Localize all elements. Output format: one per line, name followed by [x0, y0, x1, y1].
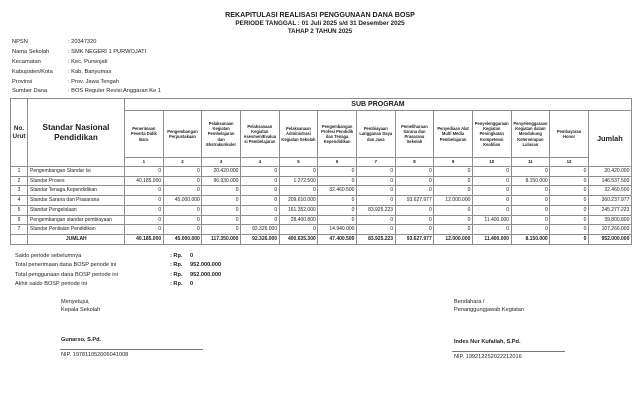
- totals-row-value: 12.000.000: [434, 234, 473, 244]
- sub-program-1-number: 1: [125, 158, 164, 167]
- totals-row-value: 40.185.000: [125, 234, 164, 244]
- row-value: 0: [279, 225, 318, 235]
- table-row: [11, 196, 632, 206]
- row-value: 0: [163, 186, 202, 196]
- row-standard: Standar Penilaian Pendidikan: [28, 225, 125, 235]
- row-value: 0: [163, 215, 202, 225]
- sub-program-8-number: 8: [395, 158, 434, 167]
- summary-end-balance: [15, 280, 221, 289]
- row-value: 0: [318, 205, 357, 215]
- sub-program-8-header: Pemeliharaan Sarana dan Prasarana Sekolah: [395, 111, 434, 158]
- row-value: 0: [395, 225, 434, 235]
- row-standard: Standar Sarana dan Prasarana: [28, 196, 125, 206]
- table-body: [11, 167, 632, 245]
- row-value: 0: [472, 167, 511, 177]
- row-value: 0: [240, 215, 279, 225]
- row-value: 0: [163, 205, 202, 215]
- sub-program-9-header: Penyediaan Alat Multi Media Pembelajaran: [434, 111, 473, 158]
- row-value: 0: [163, 176, 202, 186]
- sub-program-12-header: Pembayaran Honor: [550, 111, 589, 158]
- row-value: 0: [125, 167, 164, 177]
- info-value: : BOS Reguler Revisi Anggaran Ke 1: [68, 88, 161, 95]
- treasurer-name: Indes Nur Kufailah, S.Pd.: [454, 339, 521, 345]
- summary-value: 952.000.000: [190, 262, 222, 269]
- row-value: 209.610.000: [279, 196, 318, 206]
- row-total: 39.800.800: [588, 215, 631, 225]
- row-number: 7: [11, 225, 28, 235]
- row-value: 0: [318, 215, 357, 225]
- row-value: 0: [550, 215, 589, 225]
- sub-program-4-header: Pelaksanaan Kegiatan Asesmen/Evaluasi Pembelajaran: [240, 111, 279, 158]
- row-value: 0: [240, 186, 279, 196]
- table-row: [11, 176, 632, 186]
- row-value: 0: [356, 196, 395, 206]
- row-value: 0: [550, 205, 589, 215]
- row-number: 3: [11, 186, 28, 196]
- row-value: 0: [550, 196, 589, 206]
- row-number: 2: [11, 176, 28, 186]
- row-value: 0: [550, 225, 589, 235]
- row-value: 0: [434, 205, 473, 215]
- sub-program-header: SUB PROGRAM: [125, 99, 632, 111]
- info-value: : SMK NEGERI 1 PURWOJATI: [68, 48, 147, 55]
- row-value: 0: [202, 186, 241, 196]
- row-value: 1.272.500: [279, 176, 318, 186]
- row-value: 0: [511, 167, 550, 177]
- row-value: 14.940.000: [318, 225, 357, 235]
- info-value: : 20347320: [68, 39, 97, 45]
- row-value: 0: [240, 205, 279, 215]
- summary-label: Total penggunaan dana BOSP periode ini: [15, 271, 118, 278]
- sub-program-11-header: Penyelenggaraan Kegiatan dalam Mendukung Keterserapan Lulusan: [511, 111, 550, 158]
- row-number: 1: [11, 167, 28, 177]
- treasurer-title: Penanggungjawab Kegiatan: [454, 307, 524, 313]
- row-value: 0: [472, 196, 511, 206]
- row-value: 0: [511, 196, 550, 206]
- treasurer-label: Bendahara /: [454, 299, 485, 305]
- summary-label: Akhir saldo BOSP periode ini: [15, 280, 88, 287]
- sub-program-11-number: 11: [511, 158, 550, 167]
- row-value: 0: [550, 176, 589, 186]
- row-value: 11.400.000: [472, 215, 511, 225]
- sub-program-2-header: Pengembangan Perpustakaan: [163, 111, 202, 158]
- recap-table: [10, 98, 632, 245]
- summary-total-used: [15, 271, 221, 280]
- row-standard: Pengembangan Standar Isi: [28, 167, 125, 177]
- totals-row-label: JUMLAH: [28, 234, 125, 244]
- row-standard: Pengembangan standar pembiayaan: [28, 215, 125, 225]
- row-value: 45.000.000: [163, 196, 202, 206]
- row-value: 0: [395, 215, 434, 225]
- row-value: 32.460.500: [318, 186, 357, 196]
- row-value: 0: [125, 205, 164, 215]
- sub-program-10-header: Penyelenggaraan Kegiatan Peningkatan Kompetensi Keahlian: [472, 111, 511, 158]
- info-value: : Kec. Purwojati: [68, 58, 108, 65]
- info-label: Sumber Dana: [12, 88, 48, 95]
- row-value: 0: [125, 225, 164, 235]
- summary-currency: : Rp.: [170, 280, 183, 287]
- row-value: 0: [125, 196, 164, 206]
- info-row-province: [12, 78, 161, 88]
- row-value: 0: [472, 225, 511, 235]
- row-value: 0: [240, 196, 279, 206]
- principal-nip: NIP. 197811052006041008: [61, 352, 129, 358]
- row-value: 0: [434, 167, 473, 177]
- row-value: 0: [434, 225, 473, 235]
- row-value: 0: [163, 225, 202, 235]
- principal-name: Gunarso, S.Pd.: [61, 337, 102, 343]
- row-value: 0: [395, 186, 434, 196]
- row-value: 0: [356, 225, 395, 235]
- row-value: 0: [395, 205, 434, 215]
- sub-program-5-header: Pelaksanaan Administrasi Kegiatan Sekolah: [279, 111, 318, 158]
- sub-program-10-number: 10: [472, 158, 511, 167]
- row-value: 0: [356, 215, 395, 225]
- row-standard: Standar Pengelolaan: [28, 205, 125, 215]
- row-value: 0: [125, 186, 164, 196]
- row-value: 0: [202, 205, 241, 215]
- row-value: 0: [511, 205, 550, 215]
- principal-approval-label: Menyetujui,: [61, 299, 90, 305]
- row-total: 245.277.223: [588, 205, 631, 215]
- totals-row-value: 8.150.000: [511, 234, 550, 244]
- row-value: 0: [434, 176, 473, 186]
- row-value: 0: [318, 176, 357, 186]
- principal-title: Kepala Sekolah: [61, 307, 101, 313]
- row-value: 0: [550, 186, 589, 196]
- info-label: Provinsi: [12, 78, 33, 85]
- info-row-regency: [12, 68, 161, 78]
- balance-summary: [15, 252, 221, 289]
- row-value: 0: [318, 167, 357, 177]
- sub-program-2-number: 2: [163, 158, 202, 167]
- sub-program-4-number: 4: [240, 158, 279, 167]
- totals-row-value: 47.400.500: [318, 234, 357, 244]
- info-label: Nama Sekolah: [12, 48, 50, 55]
- sub-program-6-header: Pengembangan Profesi Pendidik dan Tenaga Kependidikan: [318, 111, 357, 158]
- report-stage: TAHAP 2 TAHUN 2025: [287, 28, 353, 35]
- row-value: 0: [511, 186, 550, 196]
- row-standard: Standar Tenaga Kependidikan: [28, 186, 125, 196]
- table-row: [11, 205, 632, 215]
- totals-row-value: 0: [550, 234, 589, 244]
- totals-row-value: 11.400.000: [472, 234, 511, 244]
- sub-program-7-number: 7: [356, 158, 395, 167]
- totals-row-value: 83.925.223: [356, 234, 395, 244]
- sub-program-1-header: Penerimaan Peserta Didik Baru: [125, 111, 164, 158]
- row-value: 20.420.000: [202, 167, 241, 177]
- totals-row-value: 92.326.000: [240, 234, 279, 244]
- row-value: 0: [356, 186, 395, 196]
- row-value: 0: [202, 215, 241, 225]
- row-number: 4: [11, 196, 28, 206]
- row-value: 0: [318, 196, 357, 206]
- info-label: Kabupaten/Kota: [12, 68, 53, 75]
- row-number: 5: [11, 205, 28, 215]
- table-row: [11, 186, 632, 196]
- row-value: 0: [395, 167, 434, 177]
- row-value: 0: [395, 176, 434, 186]
- row-value: 8.150.000: [511, 176, 550, 186]
- row-value: 0: [434, 215, 473, 225]
- info-row-school-name: [12, 48, 161, 58]
- info-value: : Kab. Banyumas: [68, 68, 112, 75]
- treasurer-nip: NIP. 199212252022212016: [454, 354, 522, 360]
- row-value: 0: [472, 176, 511, 186]
- table-row: [11, 215, 632, 225]
- row-value: 0: [240, 167, 279, 177]
- row-value: 0: [202, 196, 241, 206]
- row-value: 0: [472, 186, 511, 196]
- summary-currency: : Rp.: [170, 253, 183, 259]
- row-value: 96.930.000: [202, 176, 241, 186]
- summary-previous-balance: [15, 252, 221, 261]
- summary-value: 952.000.000: [190, 271, 222, 278]
- totals-row: [11, 234, 632, 244]
- row-value: 0: [279, 186, 318, 196]
- summary-label: Total penerimaan dana BOSP periode ini: [15, 262, 117, 269]
- row-value: 0: [511, 215, 550, 225]
- summary-value: 0: [190, 280, 194, 287]
- row-standard: Standar Proses: [28, 176, 125, 186]
- row-value: 28.400.800: [279, 215, 318, 225]
- totals-row-value: 45.000.000: [163, 234, 202, 244]
- summary-value: 0: [190, 253, 194, 259]
- summary-total-received: [15, 261, 221, 270]
- row-value: 0: [279, 167, 318, 177]
- row-value: 0: [472, 205, 511, 215]
- info-row-fund-source: [12, 87, 161, 97]
- totals-row-value: 400.635.300: [279, 234, 318, 244]
- row-value: 0: [356, 176, 395, 186]
- row-value: 40.185.000: [125, 176, 164, 186]
- sub-program-3-number: 3: [202, 158, 241, 167]
- totals-row-value: 117.350.000: [202, 234, 241, 244]
- info-row-npsn: [12, 38, 161, 48]
- row-value: 0: [356, 167, 395, 177]
- row-total: 360.237.977: [588, 196, 631, 206]
- col-header-standard: Standar Nasional Pendidikan: [28, 99, 125, 167]
- sub-program-9-number: 9: [434, 158, 473, 167]
- row-value: 0: [511, 225, 550, 235]
- info-label: Kecamatan: [12, 58, 41, 65]
- school-info: [12, 38, 161, 97]
- info-value: : Prov. Jawa Tengah: [68, 78, 120, 85]
- table-row: [11, 225, 632, 235]
- row-value: 0: [240, 176, 279, 186]
- row-value: 0: [550, 167, 589, 177]
- sub-program-6-number: 6: [318, 158, 357, 167]
- row-number: 6: [11, 215, 28, 225]
- col-header-no: No. Urut: [11, 99, 28, 167]
- report-title: REKAPITULASI REALISASI PENGGUNAAN DANA BOSP: [225, 11, 415, 19]
- totals-row-number: [11, 234, 28, 244]
- row-value: 0: [202, 225, 241, 235]
- report-period: PERIODE TANGGAL : 01 Juli 2025 s/d 31 Desember 2025: [235, 20, 405, 27]
- summary-currency: : Rp.: [170, 271, 183, 278]
- grand-total: 952.000.000: [588, 234, 631, 244]
- row-total: 32.460.500: [588, 186, 631, 196]
- summary-label: Saldo periode sebelumnya: [15, 253, 82, 259]
- row-value: 0: [125, 215, 164, 225]
- row-total: 20.420.000: [588, 167, 631, 177]
- row-value: 161.352.000: [279, 205, 318, 215]
- sub-program-7-header: Pembiayaan Langganan Daya dan Jasa: [356, 111, 395, 158]
- row-total: 146.537.500: [588, 176, 631, 186]
- table-row: [11, 167, 632, 177]
- row-value: 83.925.223: [356, 205, 395, 215]
- row-value: 12.000.000: [434, 196, 473, 206]
- row-value: 0: [163, 167, 202, 177]
- principal-signature-line: [60, 349, 203, 350]
- row-total: 107.266.000: [588, 225, 631, 235]
- col-header-total: Jumlah: [588, 111, 631, 167]
- sub-program-3-header: Pelaksanaan Kegiatan Pembelajaran dan Ekstrakurikuler: [202, 111, 241, 158]
- totals-row-value: 93.627.977: [395, 234, 434, 244]
- row-value: 92.326.000: [240, 225, 279, 235]
- sub-program-12-number: 12: [550, 158, 589, 167]
- row-value: 93.627.977: [395, 196, 434, 206]
- summary-currency: : Rp.: [170, 262, 183, 269]
- sub-program-5-number: 5: [279, 158, 318, 167]
- treasurer-signature-line: [452, 351, 565, 352]
- info-label: NPSN: [12, 39, 28, 45]
- info-row-district: [12, 58, 161, 68]
- row-value: 0: [434, 186, 473, 196]
